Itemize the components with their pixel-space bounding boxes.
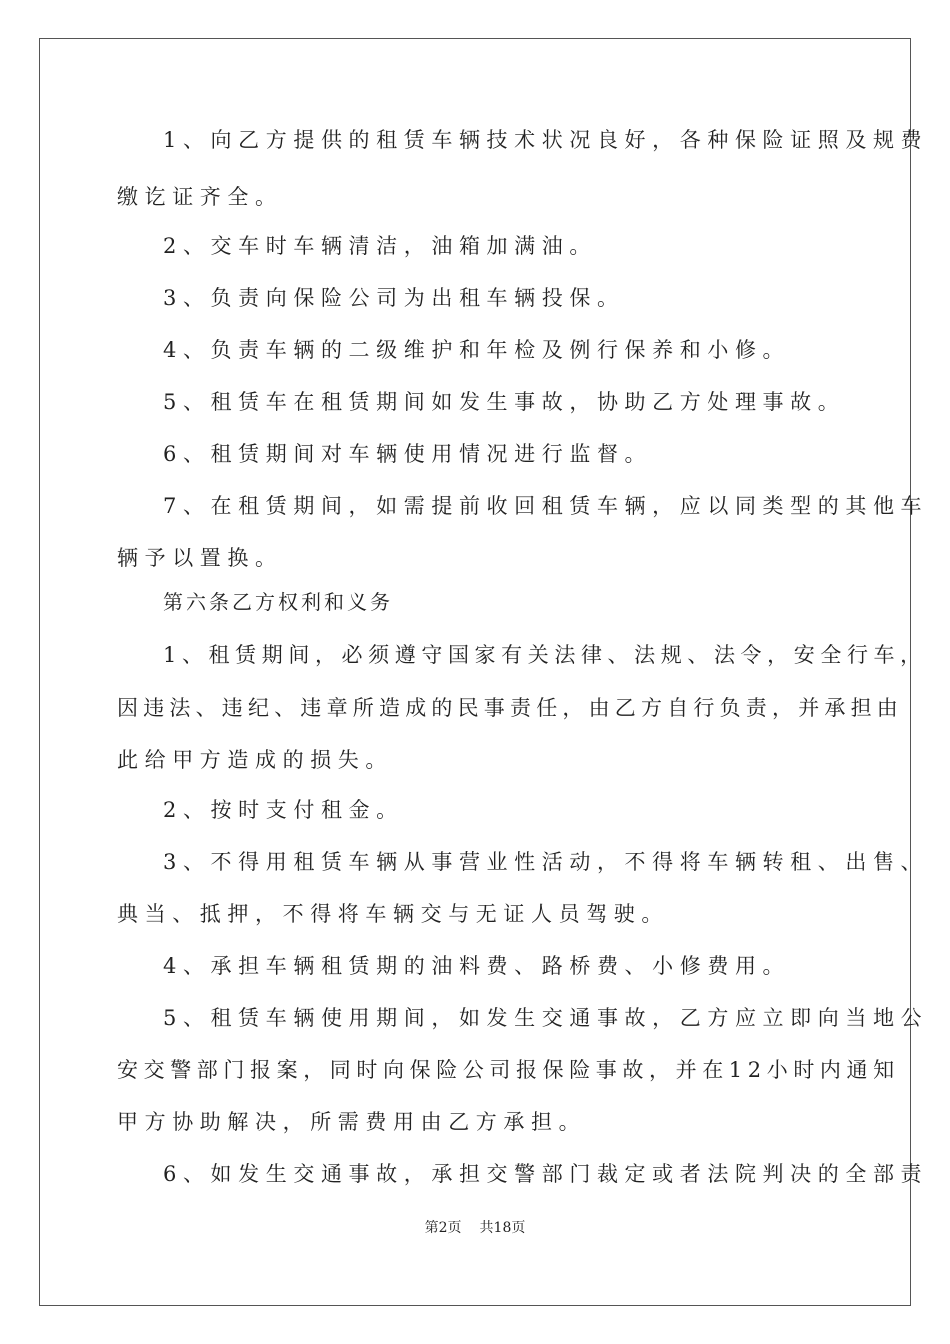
paragraph-line: 7、在租赁期间，如需提前收回租赁车辆，应以同类型的其他车 [163, 494, 929, 518]
paragraph-line: 3、负责向保险公司为出租车辆投保。 [163, 286, 625, 310]
paragraph-line: 缴讫证齐全。 [117, 185, 283, 209]
section-heading: 第六条乙方权利和义务 [163, 590, 393, 614]
paragraph-line: 安交警部门报案，同时向保险公司报保险事故，并在12小时内通知 [117, 1058, 900, 1082]
paragraph-line: 5、租赁车在租赁期间如发生事故，协助乙方处理事故。 [163, 390, 846, 414]
paragraph-line: 2、交车时车辆清洁，油箱加满油。 [163, 234, 597, 258]
paragraph-line: 1、租赁期间，必须遵守国家有关法律、法规、法令，安全行车， [163, 643, 927, 667]
page-total: 共18页 [479, 1220, 526, 1236]
paragraph-line: 因违法、违纪、违章所造成的民事责任，由乙方自行负责，并承担由 [117, 696, 903, 720]
paragraph-line: 2、按时支付租金。 [163, 798, 404, 822]
paragraph-line: 4、负责车辆的二级维护和年检及例行保养和小修。 [163, 338, 791, 362]
paragraph-line: 1、向乙方提供的租赁车辆技术状况良好，各种保险证照及规费 [163, 128, 929, 152]
paragraph-line: 6、如发生交通事故，承担交警部门裁定或者法院判决的全部责 [163, 1162, 929, 1186]
paragraph-line: 5、租赁车辆使用期间，如发生交通事故，乙方应立即向当地公 [163, 1006, 929, 1030]
paragraph-line: 典当、抵押，不得将车辆交与无证人员驾驶。 [117, 902, 669, 926]
paragraph-line: 6、租赁期间对车辆使用情况进行监督。 [163, 442, 653, 466]
paragraph-line: 辆予以置换。 [117, 546, 283, 570]
paragraph-line: 此给甲方造成的损失。 [117, 748, 393, 772]
page-footer [0, 1218, 950, 1238]
page-number: 第2页 [424, 1220, 462, 1236]
paragraph-line: 4、承担车辆租赁期的油料费、路桥费、小修费用。 [163, 954, 791, 978]
paragraph-line: 甲方协助解决，所需费用由乙方承担。 [117, 1110, 587, 1134]
paragraph-line: 3、不得用租赁车辆从事营业性活动，不得将车辆转租、出售、 [163, 850, 929, 874]
